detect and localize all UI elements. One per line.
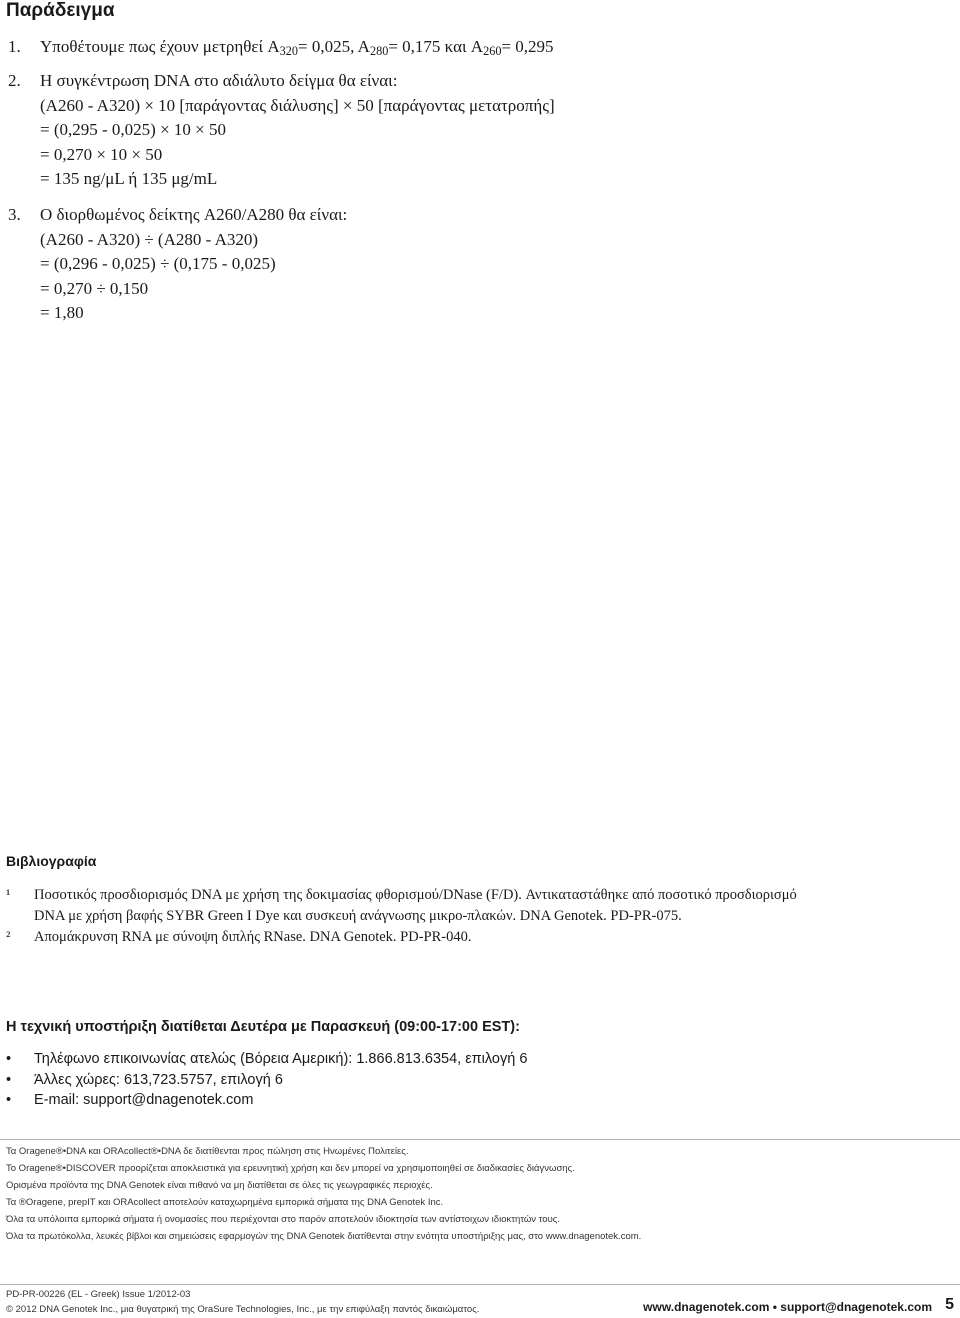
step-2-line: Η συγκέντρωση DNA στο αδιάλυτο δείγμα θα είναι: (40, 71, 398, 90)
legal-note: Τα Oragene®•DNA και ORAcollect®•DNA δε διατίθενται προς πώληση στις Ηνωμένες Πολιτείες. (6, 1146, 409, 1157)
step-2-text (40, 69, 555, 192)
support-list-item (0, 1051, 960, 1071)
footer-website-link[interactable]: www.dnagenotek.com • support@dnagenotek.com (643, 1300, 932, 1314)
support-email-link[interactable]: E-mail: support@dnagenotek.com (34, 1092, 254, 1108)
step-number: 2. (8, 71, 21, 90)
step-2-line: = (0,295 - 0,025) × 10 × 50 (40, 120, 226, 139)
legal-note: Το Oragene®•DISCOVER προορίζεται αποκλειστικά για ερευνητική χρήση και δεν μπορεί να χρησιμοποιηθεί σε διαδικασίες διάγνωσης. (6, 1163, 575, 1174)
reference-text: Ποσοτικός προσδιορισμός DNA με χρήση της δοκιμασίας φθορισμού/DNase (F/D). Αντικαταστάθηκε από ποσοτικό προσδιορισμό (34, 887, 797, 903)
support-heading: Η τεχνική υποστήριξη διατίθεται Δευτέρα με Παρασκευή (09:00-17:00 EST): (6, 1019, 520, 1035)
document-code: PD-PR-00226 (EL - Greek) Issue 1/2012-03 (6, 1289, 191, 1300)
step-3-line: = (0,296 - 0,025) ÷ (0,175 - 0,025) (40, 254, 276, 273)
bullet-icon: • (6, 1092, 12, 1108)
reference-item-1 (0, 885, 960, 927)
step-3-result: = 1,80 (40, 303, 84, 322)
page-number: 5 (945, 1296, 954, 1313)
legal-note: Όλα τα υπόλοιπα εμπορικά σήματα ή ονομασίες που περιέχονται στο παρόν αποτελούν ιδιοκτησία των αντίστοιχων ιδιοκτητών τους. (6, 1214, 561, 1225)
references-heading: Βιβλιογραφία (6, 853, 97, 869)
step-2-formula: (A260 - A320) × 10 [παράγοντας διάλυσης] × 50 [παράγοντας μετατροπής] (40, 95, 555, 115)
support-phone: Τηλέφωνο επικοινωνίας ατελώς (Βόρεια Αμερική): 1.866.813.6354, επιλογή 6 (34, 1051, 528, 1067)
bullet-icon: • (6, 1051, 12, 1067)
footer-divider (0, 1284, 960, 1285)
support-list-item (0, 1072, 960, 1092)
reference-marker: ² (6, 929, 11, 945)
example-step-2 (0, 69, 960, 194)
step-3-line: Ο διορθωμένος δείκτης A260/A280 θα είναι: (40, 205, 348, 224)
legal-note: Όλα τα πρωτόκολλα, λευκές βίβλοι και σημειώσεις εφαρμογών της DNA Genotek διατίθενται στην ενότητα υποστήριξης μας, στο www.dnagenotek.com. (6, 1231, 642, 1242)
reference-item-2 (0, 927, 960, 948)
example-step-1 (0, 35, 960, 60)
example-step-3 (0, 203, 960, 328)
legal-note: Ορισμένα προϊόντα της DNA Genotek είναι πιθανό να μη διατίθεται σε όλες τις γεωγραφικές περιοχές. (6, 1180, 433, 1191)
legal-divider (0, 1139, 960, 1140)
support-list-item (0, 1092, 960, 1112)
step-3-line: = 0,270 ÷ 0,150 (40, 278, 149, 298)
reference-marker: ¹ (6, 887, 11, 903)
bullet-icon: • (6, 1072, 12, 1088)
reference-text: DNA με χρήση βαφής SYBR Green I Dye και συσκευή ανάγνωσης μικρο-πλακών. DNA Genotek. PD-PR-075. (34, 908, 682, 924)
step-1-text: Υποθέτουμε πως έχουν μετρηθεί $A_{320}= 0,025$, $A_{280}= 0,175$ και $A_{260}= 0,295$ (40, 37, 554, 59)
legal-note: Τα ®Oragene, prepIT και ORAcollect αποτελούν καταχωρημένα εμπορικά σήματα της DNA Genotek Inc. (6, 1197, 444, 1208)
step-2-result: = 135 ng/μL ή 135 μg/mL (40, 169, 218, 188)
step-2-line: = 0,270 × 10 × 50 (40, 144, 163, 164)
page-title: Παράδειγμα (6, 0, 115, 21)
copyright-notice: © 2012 DNA Genotek Inc., μια θυγατρική της OraSure Technologies, Inc., με την επιφύλαξη παντός δικαιώματος. (6, 1304, 480, 1315)
step-number: 1. (8, 37, 21, 56)
reference-text: Απομάκρυνση RNA με σύνοψη διπλής RNase. DNA Genotek. PD-PR-040. (34, 929, 472, 945)
step-number: 3. (8, 205, 21, 224)
step-3-formula: (A260 - A320) ÷ (A280 - A320) (40, 229, 259, 249)
step-3-text (40, 203, 347, 326)
support-phone-other: Άλλες χώρες: 613,723.5757, επιλογή 6 (34, 1072, 283, 1088)
